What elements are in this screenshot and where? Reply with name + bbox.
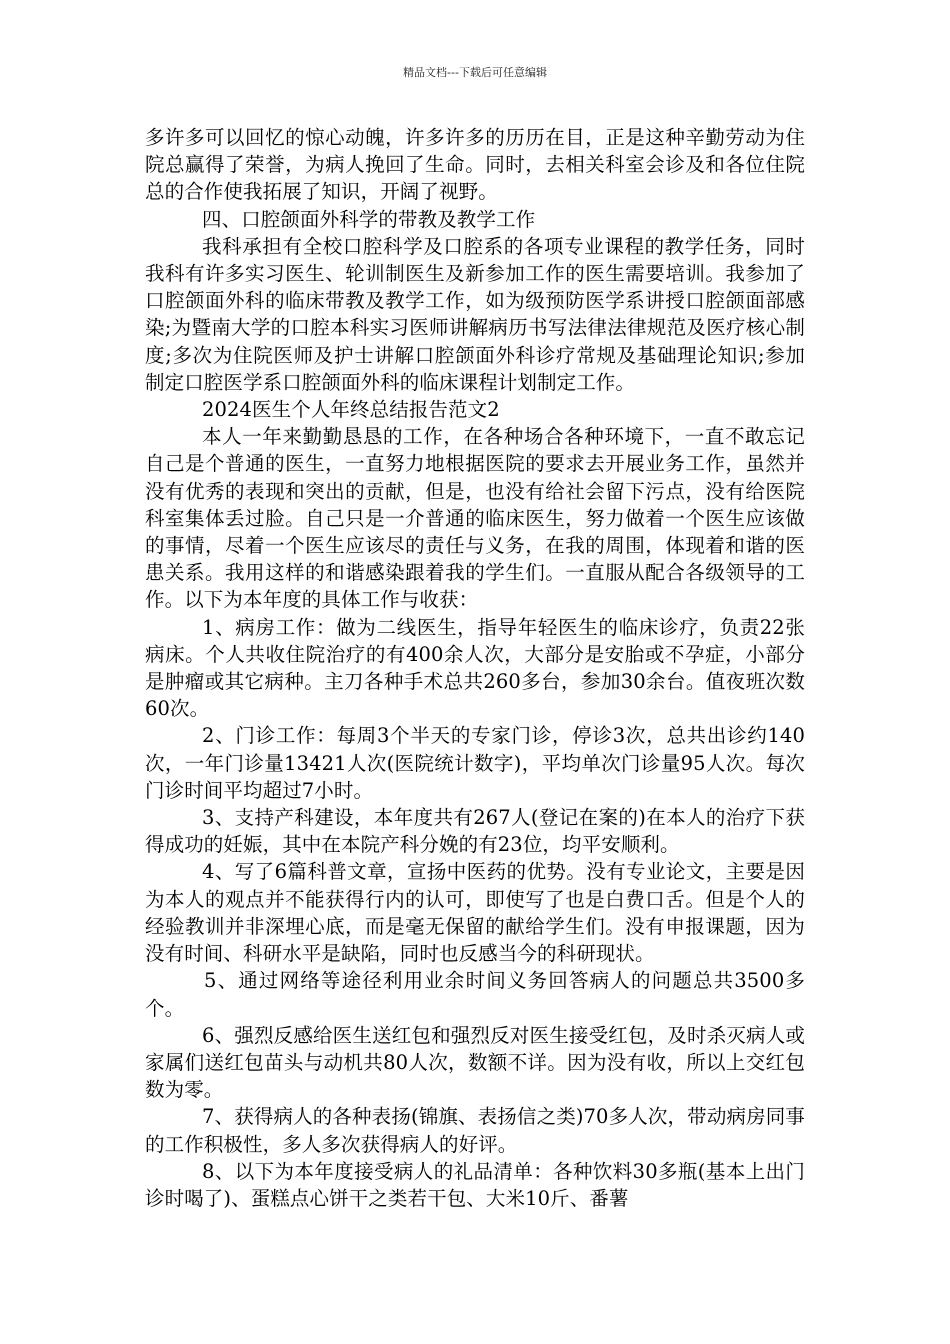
list-item-online-answers: 5、通过网络等途径利用业余时间义务回答病人的问题总共3500多个。 bbox=[145, 969, 805, 1020]
page-header: 精品文档---下载后可任意编辑 bbox=[403, 66, 547, 79]
section-heading-teaching: 四、口腔颌面外科学的带教及教学工作 bbox=[202, 207, 536, 231]
list-item-ward-work: 1、病房工作：做为二线医生，指导年轻医生的临床诊疗，负责22张病床。个人共收住院治疗的有400余人次，大部分是安胎或不孕症，小部分是肿瘤或其它病种。主刀各种手术总共260多台，参加30余台。值夜班次数60次。 bbox=[145, 615, 805, 721]
paragraph-teaching: 我科承担有全校口腔科学及口腔系的各项专业课程的教学任务，同时我科有许多实习医生、轮训制医生及新参加工作的医生需要培训。我参加了口腔颌面外科的临床带教及教学工作，如为级预防医学系讲授口腔颌面部感染;为暨南大学的口腔本科实习医师讲解病历书写法律法律规范及医疗核心制度;多次为住院医师及护士讲解口腔颌面外科诊疗常规及基础理论知识;参加制定口腔医学系口腔颌面外科的临床课程计划制定工作。 bbox=[145, 234, 805, 394]
list-item-red-envelopes: 6、强烈反感给医生送红包和强烈反对医生接受红包，及时杀灭病人或家属们送红包苗头与动机共80人次，数额不详。因为没有收，所以上交红包数为零。 bbox=[145, 1023, 805, 1102]
document-body bbox=[145, 124, 805, 1212]
article-title: 2024医生个人年终总结报告范文2 bbox=[202, 398, 500, 422]
list-item-obstetrics: 3、支持产科建设，本年度共有267人(登记在案的)在本人的治疗下获得成功的妊娠，其中在本院产科分娩的有23位，均平安顺利。 bbox=[145, 806, 805, 857]
list-item-praise: 7、获得病人的各种表扬(锦旗、表扬信之类)70多人次，带动病房同事的工作积极性，多人多次获得病人的好评。 bbox=[145, 1105, 805, 1156]
list-item-clinic-work: 2、门诊工作：每周3个半天的专家门诊，停诊3次，总共出诊约140次，一年门诊量13421人次(医院统计数字)，平均单次门诊量95人次。每次门诊时间平均超过7小时。 bbox=[145, 724, 805, 802]
paragraph-continuation: 多许多可以回忆的惊心动魄，许多许多的历历在目，正是这种辛勤劳动为住院总赢得了荣誉，为病人挽回了生命。同时，去相关科室会诊及和各位住院总的合作使我拓展了知识，开阔了视野。 bbox=[145, 126, 805, 204]
paragraph-intro: 本人一年来勤勤恳恳的工作，在各种场合各种环境下，一直不敢忘记自己是个普通的医生，一直努力地根据医院的要求去开展业务工作，虽然并没有优秀的表现和突出的贡献，但是，也没有给社会留下污点，没有给医院科室集体丢过脸。自己只是一介普通的临床医生，努力做着一个医生应该做的事情，尽着一个医生应该尽的责任与义务，在我的周围，体现着和谐的医患关系。我用这样的和谐感染跟着我的学生们。一直服从配合各级领导的工作。以下为本年度的具体工作与收获： bbox=[145, 425, 805, 612]
list-item-gifts: 8、以下为本年度接受病人的礼品清单：各种饮料30多瓶(基本上出门诊时喝了)、蛋糕点心饼干之类若干包、大米10斤、番薯 bbox=[145, 1159, 805, 1210]
list-item-articles: 4、写了6篇科普文章，宣扬中医药的优势。没有专业论文，主要是因为本人的观点并不能获得行内的认可，即使写了也是白费口舌。但是个人的经验教训并非深埋心底，而是毫无保留的献给学生们。没有申报课题，因为没有时间、科研水平是缺陷，同时也反感当今的科研现状。 bbox=[145, 860, 805, 966]
